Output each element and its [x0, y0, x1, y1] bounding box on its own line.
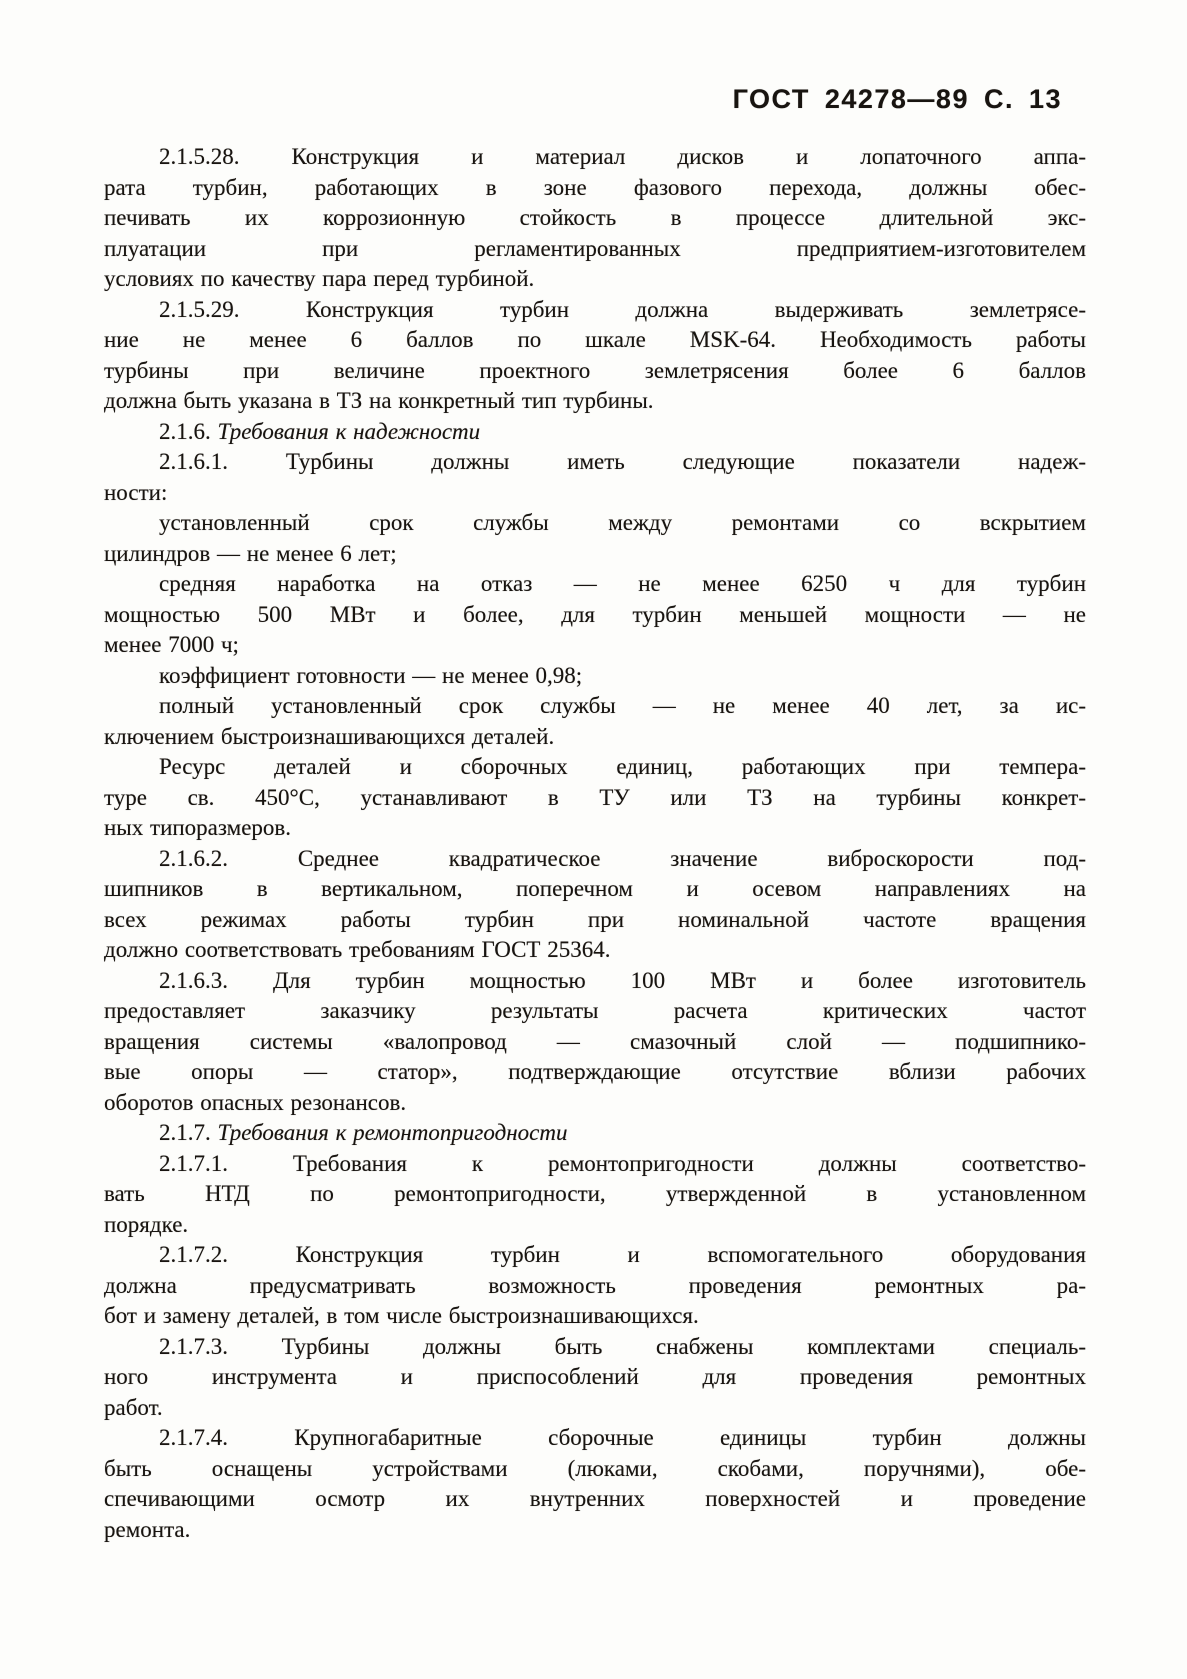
text-line: менее 7000 ч;	[104, 632, 239, 657]
text-line: полный установленный срок службы — не менее 40 лет, за ис-	[159, 693, 1086, 718]
text-line: 2.1.5.29. Конструкция турбин должна выдерживать землетрясе-	[159, 296, 1086, 322]
text-line: условиях по качеству пара перед турбиной.	[104, 266, 535, 291]
paragraph	[104, 508, 1086, 569]
text-line: вращения системы «валопровод — смазочный слой — подшипнико-	[104, 1028, 1086, 1054]
heading-line	[104, 1118, 1086, 1149]
text-line: 2.1.7.4. Крупногабаритные сборочные единицы турбин должны	[159, 1425, 1086, 1450]
text-line: ние не менее 6 баллов по шкале MSK-64. Необходимость работы	[104, 327, 1086, 352]
text-line: порядке.	[104, 1211, 189, 1237]
text-line: спечивающими осмотр их внутренних поверхностей и проведение	[104, 1486, 1086, 1511]
text-line: предоставляет заказчику результаты расчета критических частот	[104, 998, 1086, 1023]
paragraph	[104, 966, 1086, 1119]
paragraph	[104, 1332, 1086, 1424]
paragraph	[104, 661, 1086, 692]
body-text	[104, 142, 1086, 1545]
text-line: шипников в вертикальном, поперечном и осевом направлениях на	[104, 876, 1086, 901]
heading-title: Требования к ремонтопригодности	[217, 1120, 568, 1145]
text-line: ных типоразмеров.	[104, 815, 292, 840]
text-line: рата турбин, работающих в зоне фазового перехода, должны обес-	[104, 174, 1086, 200]
text-line: 2.1.6.3. Для турбин мощностью 100 МВт и более изготовитель	[159, 967, 1086, 993]
text-line: должно соответствовать требованиям ГОСТ 25364.	[104, 937, 611, 962]
text-line: турбины при величине проектного землетрясения более 6 баллов	[104, 357, 1086, 383]
text-line: мощностью 500 МВт и более, для турбин меньшей мощности — не	[104, 601, 1086, 627]
text-line: Ресурс деталей и сборочных единиц, работающих при темпера-	[159, 754, 1086, 779]
text-line: бот и замену деталей, в том числе быстроизнашивающихся.	[104, 1303, 699, 1328]
text-line: 2.1.7.2. Конструкция турбин и вспомогательного оборудования	[159, 1242, 1086, 1267]
text-line: печивать их коррозионную стойкость в процессе длительной экс-	[104, 205, 1086, 230]
page-header: ГОСТ 24278—89 С. 13	[732, 84, 1062, 114]
heading-number: 2.1.6.	[159, 418, 218, 444]
heading-title: Требования к надежности	[217, 418, 481, 444]
heading-line	[104, 417, 1086, 448]
text-line: 2.1.7.1. Требования к ремонтопригодности должны соответство-	[159, 1150, 1086, 1176]
text-line: ремонта.	[104, 1516, 191, 1542]
paragraph	[104, 1240, 1086, 1332]
text-line: 2.1.7.3. Турбины должны быть снабжены комплектами специаль-	[159, 1333, 1086, 1359]
text-line: быть оснащены устройствами (люками, скобами, поручнями), обе-	[104, 1455, 1086, 1481]
text-line: вые опоры — статор», подтверждающие отсутствие вблизи рабочих	[104, 1059, 1086, 1084]
text-line: 2.1.6.1. Турбины должны иметь следующие показатели надеж-	[159, 449, 1086, 474]
paragraph	[104, 844, 1086, 966]
paragraph	[104, 142, 1086, 295]
text-line: ного инструмента и приспособлений для проведения ремонтных	[104, 1364, 1086, 1389]
heading-number: 2.1.7.	[159, 1120, 218, 1145]
paragraph	[104, 1149, 1086, 1241]
paragraph	[104, 447, 1086, 508]
text-line: 2.1.6.2. Среднее квадратическое значение виброскорости под-	[159, 845, 1086, 871]
text-line: туре св. 450°С, устанавливают в ТУ или ТЗ на турбины конкрет-	[104, 784, 1086, 810]
paragraph	[104, 691, 1086, 752]
paragraph	[104, 569, 1086, 661]
text-line: ключением быстроизнашивающихся деталей.	[104, 723, 555, 749]
text-line: должна быть указана в ТЗ на конкретный тип турбины.	[104, 388, 654, 413]
text-line: средняя наработка на отказ — не менее 6250 ч для турбин	[159, 571, 1086, 596]
text-line: ности:	[104, 479, 168, 505]
paragraph	[104, 295, 1086, 417]
text-line: плуатации при регламентированных предприятием-изготовителем	[104, 235, 1086, 261]
text-line: коэффициент готовности — не менее 0,98;	[159, 662, 583, 688]
text-line: всех режимах работы турбин при номинальной частоте вращения	[104, 906, 1086, 932]
text-line: установленный срок службы между ремонтами со вскрытием	[159, 510, 1086, 535]
text-line: работ.	[104, 1394, 163, 1420]
section-heading	[104, 1118, 1086, 1149]
text-line: должна предусматривать возможность проведения ремонтных ра-	[104, 1272, 1086, 1298]
section-heading	[104, 417, 1086, 448]
text-line: 2.1.5.28. Конструкция и материал дисков и лопаточного аппа-	[159, 144, 1086, 169]
text-line: вать НТД по ремонтопригодности, утвержденной в установленном	[104, 1181, 1086, 1206]
text-line: цилиндров — не менее 6 лет;	[104, 540, 397, 566]
text-line: оборотов опасных резонансов.	[104, 1089, 407, 1115]
paragraph	[104, 752, 1086, 844]
paragraph	[104, 1423, 1086, 1545]
